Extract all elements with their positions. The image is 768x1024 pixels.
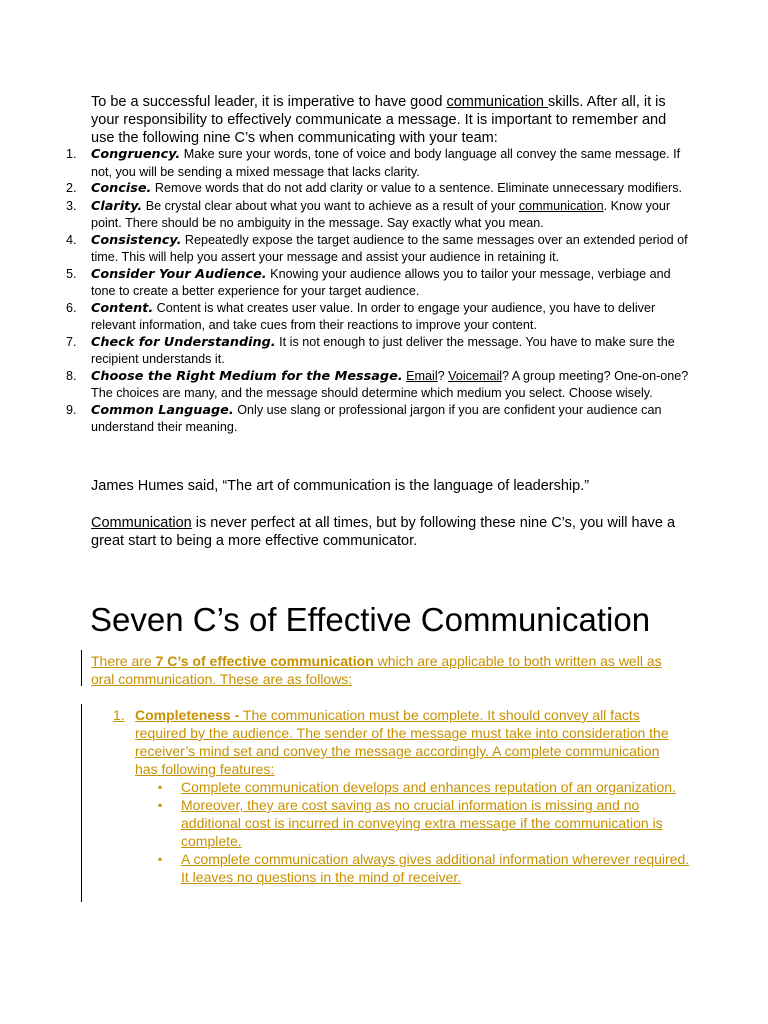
square-bullet-icon: ▪ xyxy=(158,780,163,794)
change-bar xyxy=(81,704,82,902)
list-number: 6. xyxy=(66,300,77,315)
list-number: 2. xyxy=(66,181,77,195)
list-term: Congruency. xyxy=(91,147,181,162)
list-item xyxy=(0,180,691,198)
humes-quote: James Humes said, “The art of communication is the language of leadership.” xyxy=(91,478,590,494)
section-intro-text: which are applicable to both written as well as oral communication. These are as follows: xyxy=(91,653,662,687)
list-text: It is not enough to just deliver the message. You have to make sure the recipient understands it. xyxy=(91,334,675,366)
list-term: Consider Your Audience. xyxy=(91,266,267,282)
list-number: 5. xyxy=(66,266,77,281)
feature-text: A complete communication always gives additional information wherever required. It leaves no questions in the mind of receiver. xyxy=(181,851,690,885)
list-item xyxy=(0,146,691,180)
list-text: . Know your point. There should be no ambiguity in the message. Say exactly what you mean. xyxy=(91,198,671,230)
list-item xyxy=(113,778,696,796)
features-list xyxy=(113,778,690,886)
list-number: 8. xyxy=(66,368,77,383)
list-text: Only use slang or professional jargon if you are confident your audience can understand their meaning. xyxy=(91,402,662,434)
completeness-body xyxy=(113,706,683,778)
list-item xyxy=(113,796,696,850)
list-text: Be crystal clear about what you want to achieve as a result of your xyxy=(142,198,519,213)
completeness-text: The communication must be complete. It should convey all facts required by the audience. The sender of the message must take into consideration the receiver’s mind set and convey the message accordingly. A complete communication has following features: xyxy=(135,707,669,777)
section-title: Seven C’s of Effective Communication xyxy=(90,601,651,638)
list-text: Content is what creates user value. In order to engage your audience, you have to deliver relevant information, and take cues from their reactions to improve your content. xyxy=(91,300,656,332)
intro-paragraph xyxy=(91,93,691,147)
list-number: 1. xyxy=(66,147,77,161)
list-text: ? xyxy=(437,368,449,383)
list-item xyxy=(0,402,691,436)
list-number: 9. xyxy=(66,402,77,417)
list-term: Check for Understanding. xyxy=(91,334,276,350)
change-bar xyxy=(81,650,82,686)
list-item xyxy=(113,850,696,886)
nine-cs-list xyxy=(0,146,700,436)
list-term: Clarity. xyxy=(91,198,143,214)
list-number: 7. xyxy=(66,334,77,349)
list-text: Make sure your words, tone of voice and body language all convey the same message. If not, you will be sending a mixed message that lacks clarity. xyxy=(91,147,681,179)
list-text: ? A group meeting? One-on-one? The choices are many, and the message should determine which medium you select. Choose wisely. xyxy=(91,368,689,400)
square-bullet-icon: ▪ xyxy=(158,798,163,812)
intro-text-end: skills. After all, it is your responsibility to effectively communicate a message. It is important to remember and use the following nine C’s when communicating with your team: xyxy=(91,94,667,146)
email-link[interactable]: Email xyxy=(406,368,438,383)
closing-paragraph xyxy=(91,514,691,550)
communication-link[interactable]: Communication xyxy=(91,515,192,531)
completeness-item xyxy=(113,706,690,886)
section-intro xyxy=(91,652,681,688)
list-term: Common Language. xyxy=(91,402,234,418)
list-text: Knowing your audience allows you to tailor your message, verbiage and tone to create a better experience for your target audience. xyxy=(91,266,671,298)
intro-text-start: To be a successful leader, it is imperative to have good xyxy=(91,94,447,110)
feature-text: Moreover, they are cost saving as no crucial information is missing and no additional cost is incurred in conveying extra message if the communication is complete. xyxy=(181,797,663,849)
communication-link[interactable]: communication xyxy=(446,94,548,110)
section-intro-text: There are xyxy=(91,653,156,669)
feature-text: Complete communication develops and enhances reputation of an organization. xyxy=(181,779,676,795)
list-number: 4. xyxy=(66,232,77,247)
square-bullet-icon: ▪ xyxy=(158,852,163,866)
communication-link[interactable]: communication xyxy=(518,198,604,213)
list-term: Concise. xyxy=(91,181,152,196)
section-intro-bold: 7 C’s of effective communication xyxy=(155,653,374,669)
list-number: 3. xyxy=(66,198,77,213)
list-item xyxy=(0,368,691,402)
completeness-term: Completeness - xyxy=(135,707,240,723)
closing-text: is never perfect at all times, but by following these nine C’s, you will have a great start to being a more effective communicator. xyxy=(91,515,676,549)
list-item xyxy=(0,198,691,232)
list-term: Content. xyxy=(91,300,154,316)
voicemail-link[interactable]: Voicemail xyxy=(448,368,503,383)
list-text: Remove words that do not add clarity or value to a sentence. Eliminate unnecessary modifiers. xyxy=(151,181,683,195)
list-item xyxy=(0,266,691,300)
list-number: 1. xyxy=(113,707,125,723)
list-item xyxy=(0,334,691,368)
list-term: Choose the Right Medium for the Message. xyxy=(91,368,403,384)
list-term: Consistency. xyxy=(91,232,182,248)
list-text: Repeatedly expose the target audience to the same messages over an extended period of time. This will help you assert your message and assist your audience in retaining it. xyxy=(91,232,688,264)
list-item xyxy=(0,300,691,334)
list-item xyxy=(0,232,691,266)
